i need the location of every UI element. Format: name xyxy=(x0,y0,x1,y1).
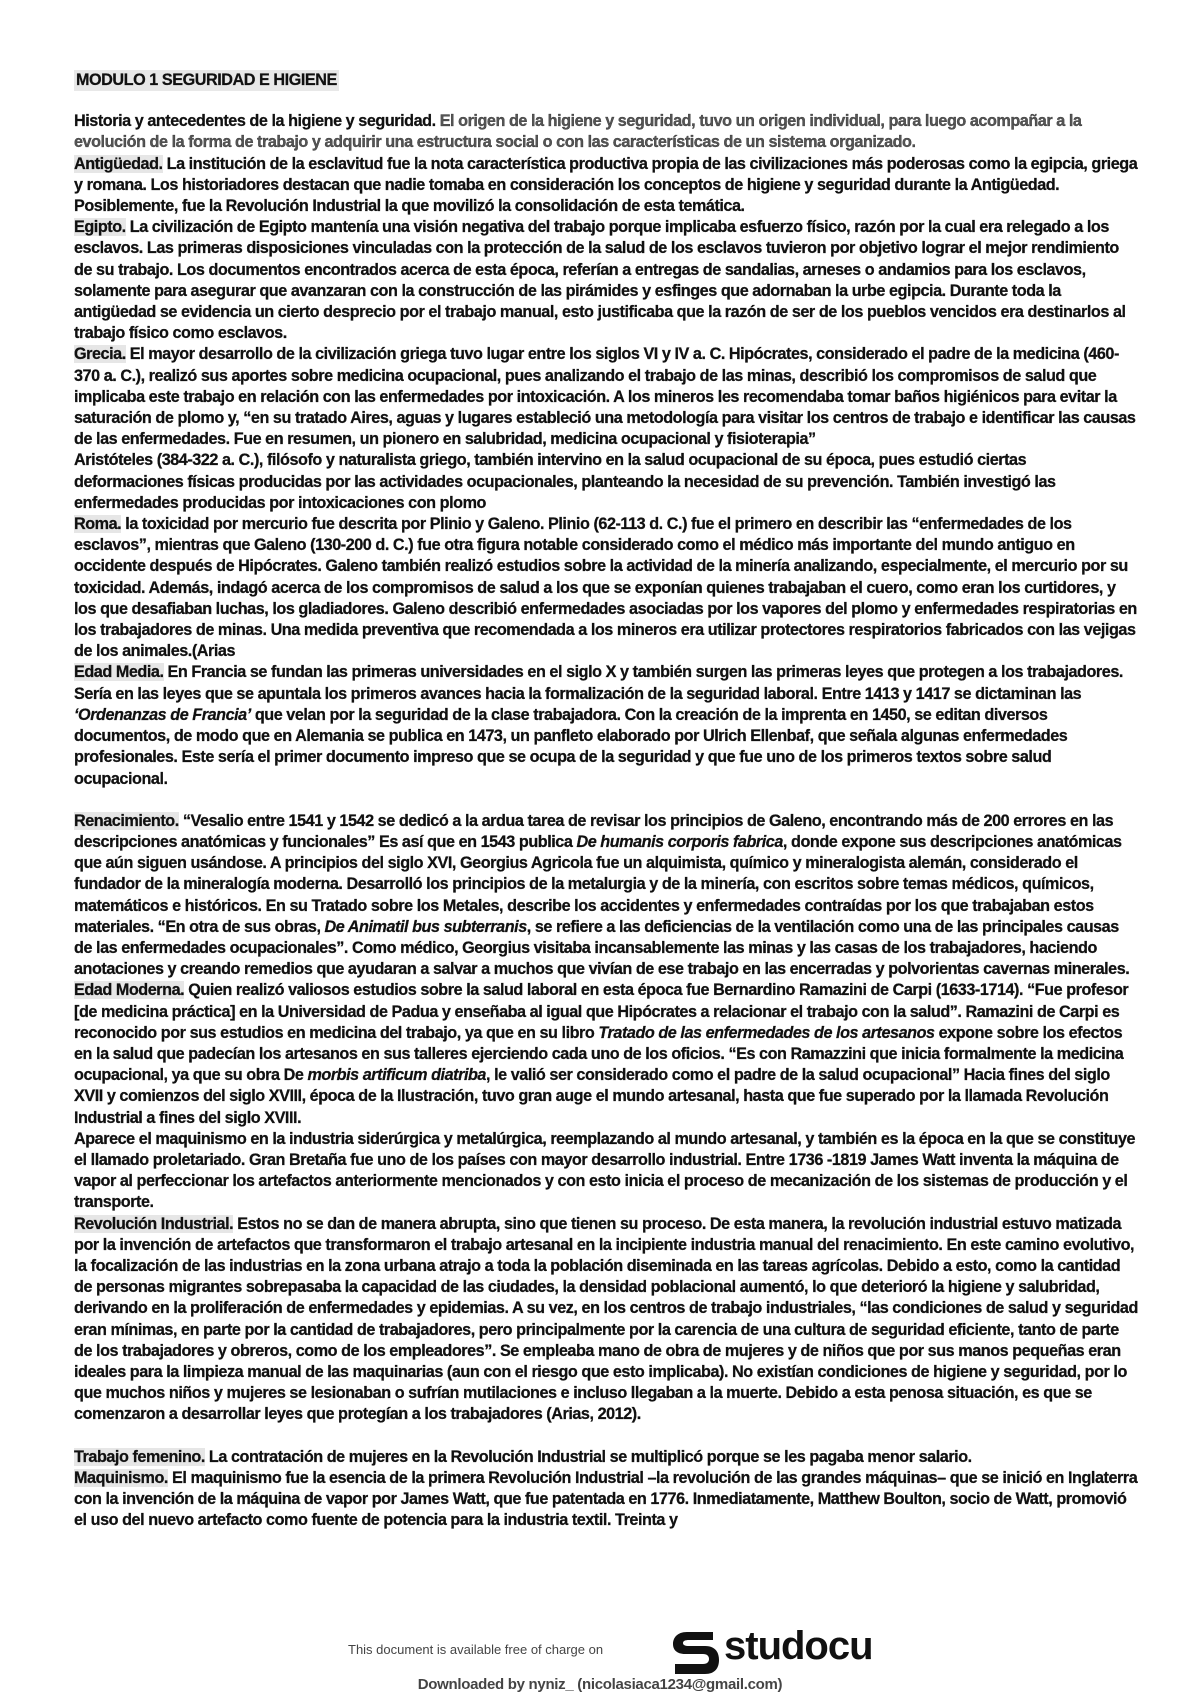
downloaded-by-note: Downloaded by nyniz_ (nicolasiaca1234@gmail.com) xyxy=(417,1676,783,1693)
paragraph-edad-moderna xyxy=(74,980,1138,1128)
paragraph-text: , se refiere a las deficiencias de la ventilación como una de las principales causas de las enfermedades ocupacionales”. Como médico, Georgius visitaba incansablemente las minas y las casas de los trabajadores, haciendo anotaciones y creando remedios que ayudaran a salvar a muchos que vivían de ese trabajo en las encerradas y polvorientas cavernas minerales. xyxy=(74,917,1130,979)
paragraph-edad-media xyxy=(74,662,1138,789)
paragraph-text: El origen de la higiene y seguridad, tuvo un origen individual, para luego acompañar a la evolución de la forma de trabajo y adquirir una estructura social o con las características de un sistema organizado. xyxy=(74,112,1082,152)
paragraph-text: El mayor desarrollo de la civilización griega tuvo lugar entre los siglos VI y IV a. C. Hipócrates, considerado el padre de la medicina (460-370 a. C.), realizó sus aportes sobre medicina ocupacional, pues analizando el trabajo de las minas, describió los compromisos de salud que implicaba este trabajo en relación con las enfermedades por intoxicación. A los mineros les recomendaba tomar baños higiénicos para evitar la saturación de plomo y, “en su tratado Aires, aguas y lugares estableció una metodología para visitar los centros de trabajo e identificar las causas de las enfermedades. Fue en resumen, un pionero en salubridad, medicina ocupacional y fisioterapia” xyxy=(74,345,1136,449)
paragraph-italic: morbis artificum diatriba xyxy=(307,1066,486,1085)
paragraph-egipto xyxy=(74,217,1138,344)
section-heading: Historia y antecedentes de la higiene y seguridad. xyxy=(74,112,436,131)
paragraph-text: Estos no se dan de manera abrupta, sino que tienen su proceso. De esta manera, la revolución industrial estuvo matizada por la invención de artefactos que transformaron el trabajo artesanal en la incipiente industria manual del renacimiento. En este camino evolutivo, la focalización de las industrias en la zona urbana atrajo a toda la población diseminada en las tareas agrícolas. Debido a esto, como la cantidad de personas migrantes sobrepasaba la capacidad de las ciudades, la densidad poblacional aumentó, lo que deterioró la higiene y salubridad, derivando en la proliferación de enfermedades y epidemias. A su vez, en los centros de trabajo industriales, “las condiciones de salud y seguridad eran mínimas, en parte por la cantidad de trabajadores, pero principalmente por la carencia de una cultura de seguridad eficiente, tanto de parte de los trabajadores y obreros, como de los empleadores”. Se empleaba mano de obra de mujeres y de niños que por sus manos pequeñas eran ideales para la limpieza manual de las maquinarias (aun con el riesgo que esto implicaba). No existían condiciones de higiene y seguridad, por lo que muchos niños y mujeres se lesionaban o sufrían mutilaciones e incluso llegaban a la muerte. Debido a esta penosa situación, es que se comenzaron a desarrollar leyes que protegían a los trabajadores (Arias, 2012). xyxy=(74,1214,1138,1424)
availability-note: This document is available free of charge on xyxy=(348,1642,604,1657)
paragraph-roma xyxy=(74,514,1138,662)
paragraph-historia xyxy=(74,111,1138,153)
paragraph-gap xyxy=(74,1426,1138,1447)
paragraph-trabajo-femenino xyxy=(74,1447,1138,1468)
paragraph-text: Aristóteles (384-322 a. C.), filósofo y naturalista griego, también intervino en la salud ocupacional de su época, pues estudió ciertas deformaciones físicas producidas por las actividades ocupacionales, planteando la necesidad de su prevención. También investigó las enfermedades producidas por intoxicaciones con plomo xyxy=(74,451,1056,512)
paragraph-italic: De humanis corporis fabrica xyxy=(576,832,783,851)
paragraph-text: “Vesalio entre 1541 y 1542 se dedicó a la ardua tarea de revisar los principios de Galeno, encontrando más de 200 errores en las descripciones anatómicas y funcionales” Es así que en 1543 publica xyxy=(74,811,1114,851)
paragraph-text: la toxicidad por mercurio fue descrita por Plinio y Galeno. Plinio (62-113 d. C.) fue el primero en describir las “enfermedades de los esclavos”, mientras que Galeno (130-200 d. C.) fue otra figura notable considerado como el médico más importante del mundo antiguo en occidente después de Hipócrates. Galeno también realizó estudios sobre la actividad de la minería analizando, especialmente, el mercurio por su toxicidad. Además, indagó acerca de los compromisos de salud a los que se exponían quienes trabajaban el cuero, como eran los curtidores, y los que desafiaban luchas, los gladiadores. Galeno describió enfermedades asociadas por los vapores del plomo y enfermedades respiratorias en los trabajadores de minas. Una medida preventiva que recomendada a los mineros era utilizar protectores respiratorios fabricados con las vejigas de los animales.(Arias xyxy=(74,515,1137,661)
studocu-brand[interactable]: studocu xyxy=(724,1624,873,1668)
paragraph-aristoteles xyxy=(74,450,1138,514)
section-heading: Renacimiento. xyxy=(74,811,179,830)
section-heading: Maquinismo. xyxy=(74,1468,168,1487)
paragraph-antiguedad xyxy=(74,154,1138,218)
paragraph-text: La contratación de mujeres en la Revolución Industrial se multiplicó porque se les pagaba menor salario. xyxy=(204,1447,972,1466)
section-heading: Roma. xyxy=(74,515,122,534)
paragraph-text: En Francia se fundan las primeras universidades en el siglo X y también surgen las primeras leyes que protegen a los trabajadores. Sería en las leyes que se apuntala los primeros avances hacia la formalización de la seguridad laboral. Entre 1413 y 1417 se dictaminan las xyxy=(74,663,1123,703)
document-title: MODULO 1 SEGURIDAD E HIGIENE xyxy=(74,70,339,91)
section-heading: Grecia. xyxy=(74,345,126,364)
paragraph-renacimiento xyxy=(74,811,1138,981)
paragraph-text: Aparece el maquinismo en la industria siderúrgica y metalúrgica, reemplazando al mundo artesanal, y también es la época en la que se constituye el llamado proletariado. Gran Bretaña fue uno de los países con mayor desarrollo industrial. Entre 1736 -1819 James Watt inventa la máquina de vapor al perfeccionar los artefactos anteriormente mencionados y con esto inicia el proceso de mecanización de los sistemas de producción y el transporte. xyxy=(74,1129,1136,1212)
studocu-logo-icon xyxy=(667,1626,723,1678)
section-heading: Egipto. xyxy=(74,218,126,237)
section-heading: Edad Media. xyxy=(74,663,164,682)
section-heading: Antigüedad. xyxy=(74,154,163,173)
paragraph-italic: De Animatil bus subterranis xyxy=(324,917,527,936)
section-heading: Trabajo femenino. xyxy=(74,1447,205,1466)
paragraph-text: La institución de la esclavitud fue la nota característica productiva propia de las civilizaciones más poderosas como la egipcia, griega y romana. Los historiadores destacan que nadie tomaba en consideración los conceptos de higiene y seguridad durante la Antigüedad. Posiblemente, fue la Revolución Industrial la que movilizó la consolidación de esta temática. xyxy=(74,154,1138,216)
paragraph-italic: ‘Ordenanzas de Francia’ xyxy=(74,705,251,724)
section-heading: Revolución Industrial. xyxy=(74,1214,234,1233)
paragraph-text: , donde expone sus descripciones anatómicas que aún siguen usándose. A principios del siglo XVI, Georgius Agricola fue un alquimista, químico y mineralogista alemán, considerado el fundador de la mineralogía moderna. Desarrolló los principios de la metalurgia y de la minería, con escritos sobre temas médicos, químicos, matemáticos e históricos. En su Tratado sobre los Metales, describe los accidentes y enfermedades contraídas por los que trabajaban estos materiales. “En otra de sus obras, xyxy=(74,832,1122,936)
section-heading: Edad Moderna. xyxy=(74,981,185,1000)
paragraph-text: que velan por la seguridad de la clase trabajadora. Con la creación de la imprenta en 1450, se editan diversos documentos, de modo que en Alemania se publica en 1473, un panfleto elaborado por Ulrich Ellenbaf, que señala algunas enfermedades profesionales. Este sería el primer documento impreso que se ocupa de la seguridad y que fue uno de los primeros textos sobre salud ocupacional. xyxy=(74,705,1068,788)
paragraph-maquinismo xyxy=(74,1468,1138,1532)
paragraph-text: El maquinismo fue la esencia de la primera Revolución Industrial –la revolución de las grandes máquinas– que se inició en Inglaterra con la invención de la máquina de vapor por James Watt, que fue patentada en 1776. Inmediatamente, Matthew Boulton, socio de Watt, promovió el uso del nuevo artefacto como fuente de potencia para la industria textil. Treinta y xyxy=(74,1468,1138,1530)
paragraph-maquinismo-industria xyxy=(74,1129,1138,1214)
paragraph-grecia xyxy=(74,344,1138,450)
paragraph-italic: Tratado de las enfermedades de los artesanos xyxy=(598,1023,935,1042)
paragraph-text: expone sobre los efectos en la salud que padecían los artesanos en sus talleres ejerciendo cada uno de los oficios. “Es con Ramazzini que inicia formalmente la medicina ocupacional, ya que su obra De xyxy=(74,1023,1124,1085)
paragraph-revolucion-industrial xyxy=(74,1214,1138,1426)
document-body xyxy=(74,70,1138,1531)
paragraph-text: , le valió ser considerado como el padre de la salud ocupacional” Hacia fines del siglo XVII y comienzos del siglo XVIII, época de la Ilustración, tuvo gran auge el mundo artesanal, hasta que fue superado por la llamada Revolución Industrial a fines del siglo XVIII. xyxy=(74,1066,1110,1127)
paragraph-text: La civilización de Egipto mantenía una visión negativa del trabajo porque implicaba esfuerzo físico, razón por la cual era relegado a los esclavos. Las primeras disposiciones vinculadas con la protección de la salud de los esclavos tuvieron por objetivo lograr el mejor rendimiento de su trabajo. Los documentos encontrados acerca de esta época, referían a entregas de sandalias, arneses o andamios para los esclavos, solamente para asegurar que avanzaran con la construcción de las pirámides y esfinges que adornaban la urbe egipcia. Durante toda la antigüedad se evidencia un cierto desprecio por el trabajo manual, esto justificaba que la razón de ser de los pueblos vencidos era destinarlos al trabajo físico como esclavos. xyxy=(74,218,1126,343)
paragraph-gap xyxy=(74,790,1138,811)
paragraph-text: Quien realizó valiosos estudios sobre la salud laboral en esta época fue Bernardino Ramazini de Carpi (1633-1714). “Fue profesor [de medicina práctica] en la Universidad de Padua y enseñaba al igual que Hipócrates a relacionar el trabajo con la salud”. Ramazini de Carpi es reconocido por sus estudios en medicina del trabajo, ya que en su libro xyxy=(74,981,1129,1042)
